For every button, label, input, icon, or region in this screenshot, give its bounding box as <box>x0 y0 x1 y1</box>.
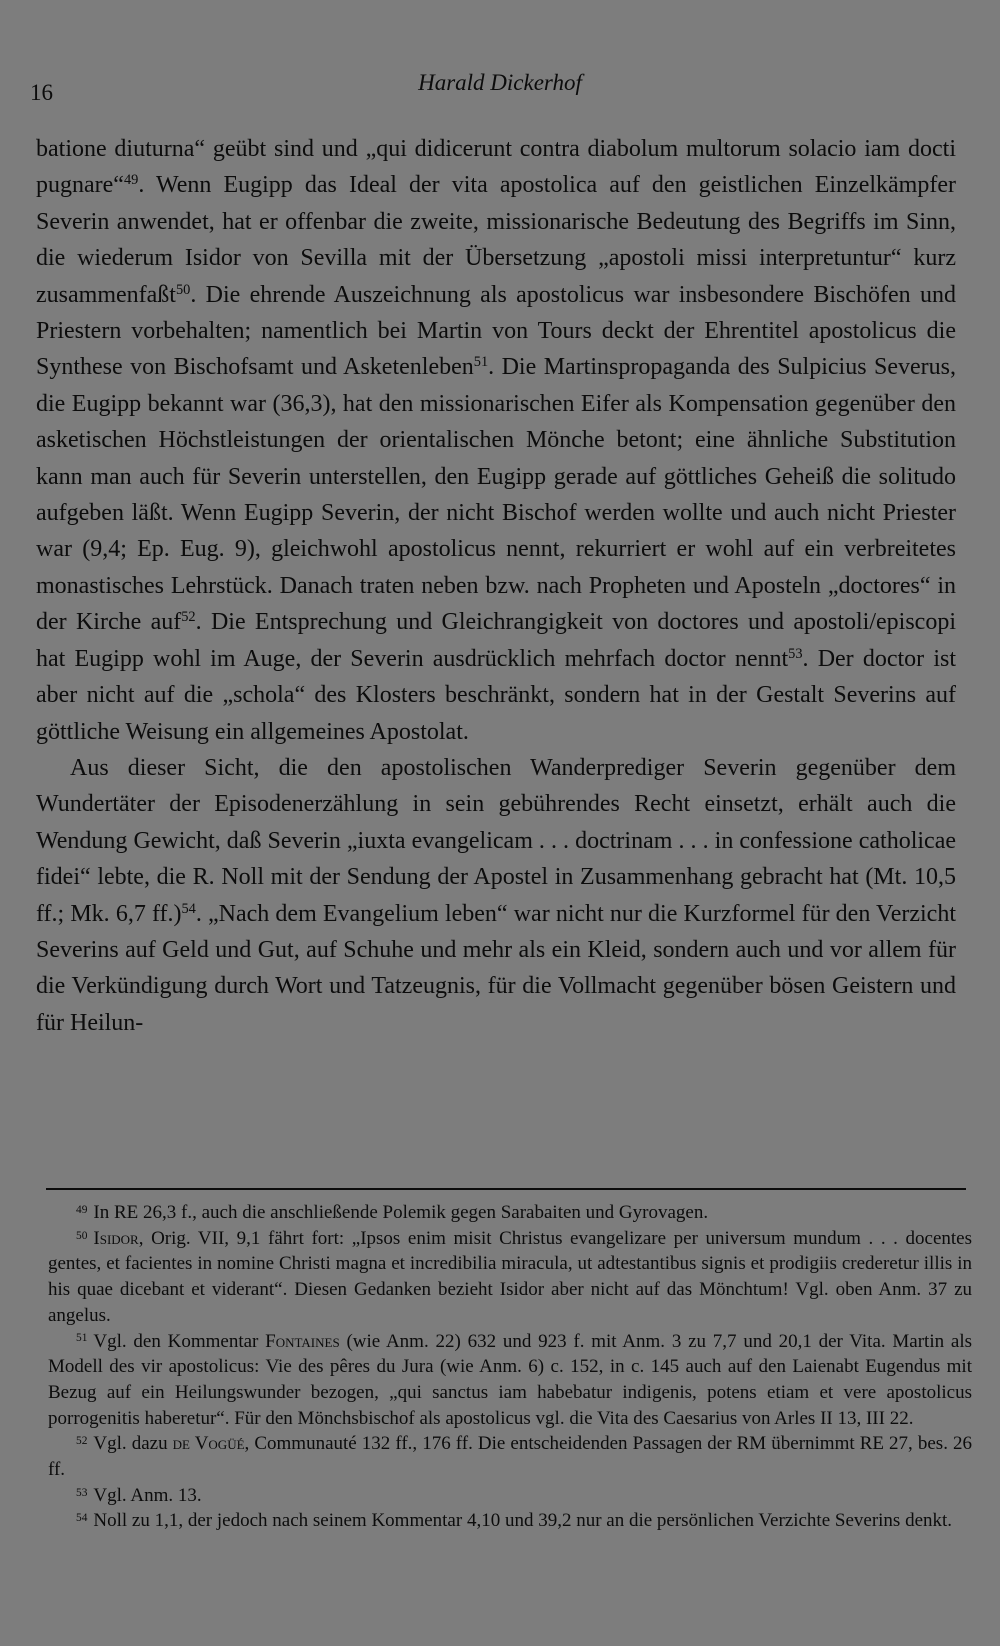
footnote-ref-51[interactable]: 51 <box>473 354 489 371</box>
author-name: Isidor <box>93 1227 139 1249</box>
page-number: 16 <box>30 80 53 105</box>
footnote-ref-52[interactable]: 52 <box>181 609 196 626</box>
footnote-ref-50[interactable]: 50 <box>175 281 191 298</box>
footnote-number: 54 <box>76 1512 88 1525</box>
footnote-ref-49[interactable]: 49 <box>123 172 139 189</box>
footnote-54: $^{54}$ Noll zu 1,1, der jedoch nach seinem Kommentar 4,10 und 39,2 nur an die persönlichen Verzichte Severins denkt. <box>76 1510 953 1532</box>
running-head: Harald Dickerhof <box>418 70 582 95</box>
footnote-number: 53 <box>76 1486 88 1499</box>
footnote-50: $^{50}$ Isidor, Orig. VII, 9,1 fährt fort: „Ipsos enim misit Christus evangelizare per universum mundum . . . docentes gentes, et facientes in nomine Christi magna et incredibilia miracula, ut adtestantibus signis et prodigiis crederetur illis in his quae dicebant et viderant“. Diesen Gedanken bezieht Isidor aber nicht auf das Mönchtum! Vgl. oben Anm. 37 zu angelus. <box>48 1227 972 1326</box>
author-name: Fontaines <box>265 1330 340 1352</box>
footnote-divider <box>46 1188 966 1190</box>
body-text <box>36 131 956 1041</box>
footnote-number: 50 <box>76 1229 88 1242</box>
footnote-49: $^{49}$ In RE 26,3 f., auch die anschließende Polemik gegen Sarabaiten und Gyrovagen. <box>76 1202 709 1223</box>
footnote-52: $^{52}$ Vgl. dazu de Vogüé, Communauté 132 ff., 176 ff. Die entscheidenden Passagen der RM übernimmt RE 27, bes. 26 ff. <box>48 1433 973 1481</box>
footnote-number: 49 <box>76 1203 88 1216</box>
footnote-51: $^{51}$ Vgl. den Kommentar Fontaines (wie Anm. 22) 632 und 923 f. mit Anm. 3 zu 7,7 und 20,1 der Vita. Martin als Modell des vir apostolicus: Vie des pêres du Jura (wie Anm. 6) c. 152, in c. 145 auch auf den Laienabt Eugendus mit Bezug auf ein Heilungswunder bezogen, „qui sanctus iam habebatur indigenis, potens etiam et vere apostolicus porrogenitis haberetur“. Für den Mönchsbischof als apostolicus vgl. die Vita des Caesarius von Arles II 13, III 22. <box>48 1330 972 1429</box>
paragraph-1: batione diuturna“ geübt sind und „qui didicerunt contra diabolum multorum solacio iam docti pugnare“$^{49}$. Wenn Eugipp das Ideal der vita apostolica auf den geistlichen Einzelkämpfer Severin anwendet, hat er offenbar die zweite, missionarische Bedeutung des Begriffs im Sinn, die wiederum Isidor von Sevilla mit der Übersetzung „apostoli missi interpretuntur“ kurz zusammenfaßt$^{50}$. Die ehrende Auszeichnung als apostolicus war insbesondere Bischöfen und Priestern vorbehalten; namentlich bei Martin von Tours deckt der Ehrentitel apostolicus die Synthese von Bischofsamt und Asketenleben$^{51}$. Die Martinspropaganda des Sulpicius Severus, die Eugipp bekannt war (36,3), hat den missionarischen Eifer als Kompensation gegenüber den asketischen Höchstleistungen der orientalischen Mönche betont; eine ähnliche Substitution kann man auch für Severin unterstellen, den Eugipp gerade auf göttliches Geheiß die solitudo aufgeben läßt. Wenn Eugipp Severin, der nicht Bischof werden wollte und auch nicht Priester war (9,4; Ep. Eug. 9), gleichwohl apostolicus nennt, rekurriert er wohl auf ein verbreitetes monastisches Lehrstück. Danach traten neben bzw. nach Propheten und Aposteln „doctores“ in der Kirche auf$^{52}$. Die Entsprechung und Gleichrangigkeit von doctores und apostoli/episcopi hat Eugipp wohl im Auge, der Severin ausdrücklich mehrfach doctor nennt$^{53}$. Der doctor ist aber nicht auf die „schola“ des Klosters beschränkt, sondern hat in der Gestalt Severins auf göttliche Weisung ein allgemeines Apostolat. <box>36 136 957 745</box>
page-header <box>0 70 1000 110</box>
footnote-number: 51 <box>76 1332 88 1345</box>
footnote-53: $^{53}$ Vgl. Anm. 13. <box>76 1484 202 1506</box>
footnote-ref-54[interactable]: 54 <box>181 900 196 917</box>
footnote-ref-53[interactable]: 53 <box>788 645 803 662</box>
author-name: de Vogüé <box>172 1433 245 1455</box>
footnotes <box>48 1200 972 1534</box>
footnote-number: 52 <box>76 1435 88 1448</box>
paragraph-2: Aus dieser Sicht, die den apostolischen Wanderprediger Severin gegenüber dem Wundertäter der Episodenerzählung in sein gebührendes Recht einsetzt, erhält auch die Wendung Gewicht, daß Severin „iuxta evangelicam . . . doctrinam . . . in confessione catholicae fidei“ lebte, die R. Noll mit der Sendung der Apostel in Zusammenhang gebracht hat (Mt. 10,5 ff.; Mk. 6,7 ff.)$^{54}$. „Nach dem Evangelium leben“ war nicht nur die Kurzformel für den Verzicht Severins auf Geld und Gut, auf Schuhe und mehr als ein Kleid, sondern auch und vor allem für die Verkündigung durch Wort und Tatzeugnis, für die Vollmacht gegenüber bösen Geistern und für Heilun- <box>36 754 956 1036</box>
